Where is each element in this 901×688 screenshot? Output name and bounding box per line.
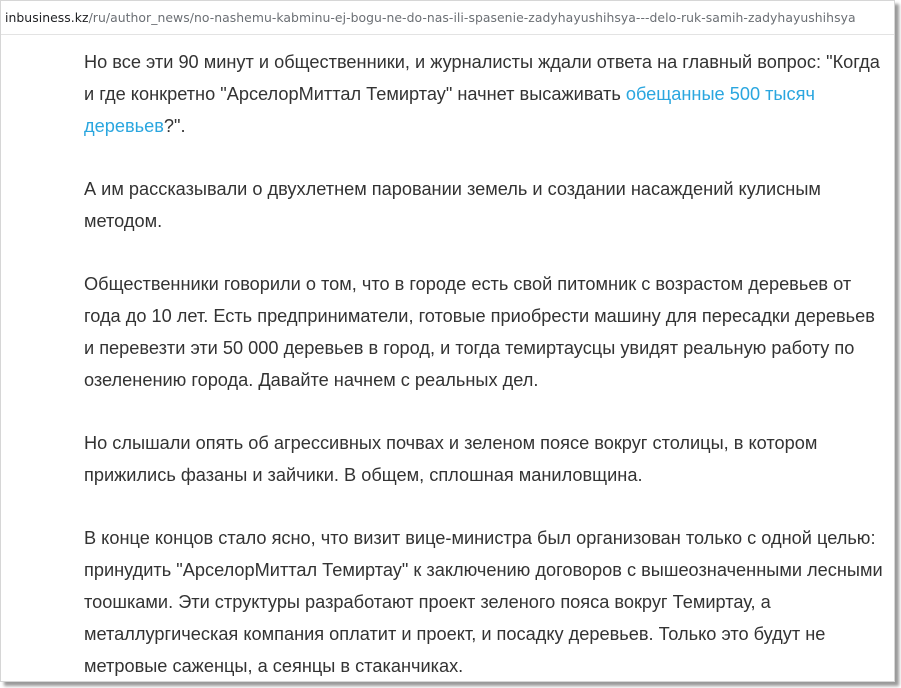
- article-paragraph-3: Общественники говорили о том, что в городе есть свой питомник с возрастом деревьев от года до 10 лет. Есть предприниматели, готовые приобрести машину для пересадки деревьев и перевезти эти 50 000 деревьев в город, и тогда темиртаусцы увидят реальную работу по озеленению города. Давайте начнем с реальных дел.: [84, 274, 875, 390]
- article-paragraph-1: [84, 46, 884, 142]
- address-bar[interactable]: [1, 1, 894, 35]
- article-paragraph-4: Но слышали опять об агрессивных почвах и зеленом поясе вокруг столицы, в котором прижились фазаны и зайчики. В общем, сплошная маниловщина.: [84, 433, 818, 485]
- article-body: [1, 35, 884, 682]
- article-paragraph-5: В конце концов стало ясно, что визит вице-министра был организован только с одной целью: принудить "АрселорМиттал Темиртау" к заключению договоров с вышеозначенными лесными тоошками. Эти структуры разработают проект зеленого пояса вокруг Темиртау, а металлургическая компания оплатит и проект, и посадку деревьев. Только это будут не метровые саженцы, а сеянцы в стаканчиках.: [84, 528, 883, 676]
- url-domain[interactable]: inbusiness.kz: [5, 10, 89, 25]
- paragraph-1-tail: ?".: [163, 116, 186, 136]
- url-path[interactable]: /ru/author_news/no-nashemu-kabminu-ej-bogu-ne-do-nas-ili-spasenie-zadyhayushihsya---delo-ruk-samih-zadyhayushihsya: [88, 10, 856, 25]
- article-paragraph-2: А им рассказывали о двухлетнем паровании земель и создании насаждений кулисным методом.: [84, 179, 821, 231]
- paragraph-1-text: Но все эти 90 минут и общественники, и журналисты ждали ответа на главный вопрос: "Когда и где конкретно "АрселорМиттал Темиртау" начнет высаживать: [84, 52, 880, 104]
- promised-trees-link[interactable]: обещанные 500 тысяч деревьев: [84, 84, 815, 136]
